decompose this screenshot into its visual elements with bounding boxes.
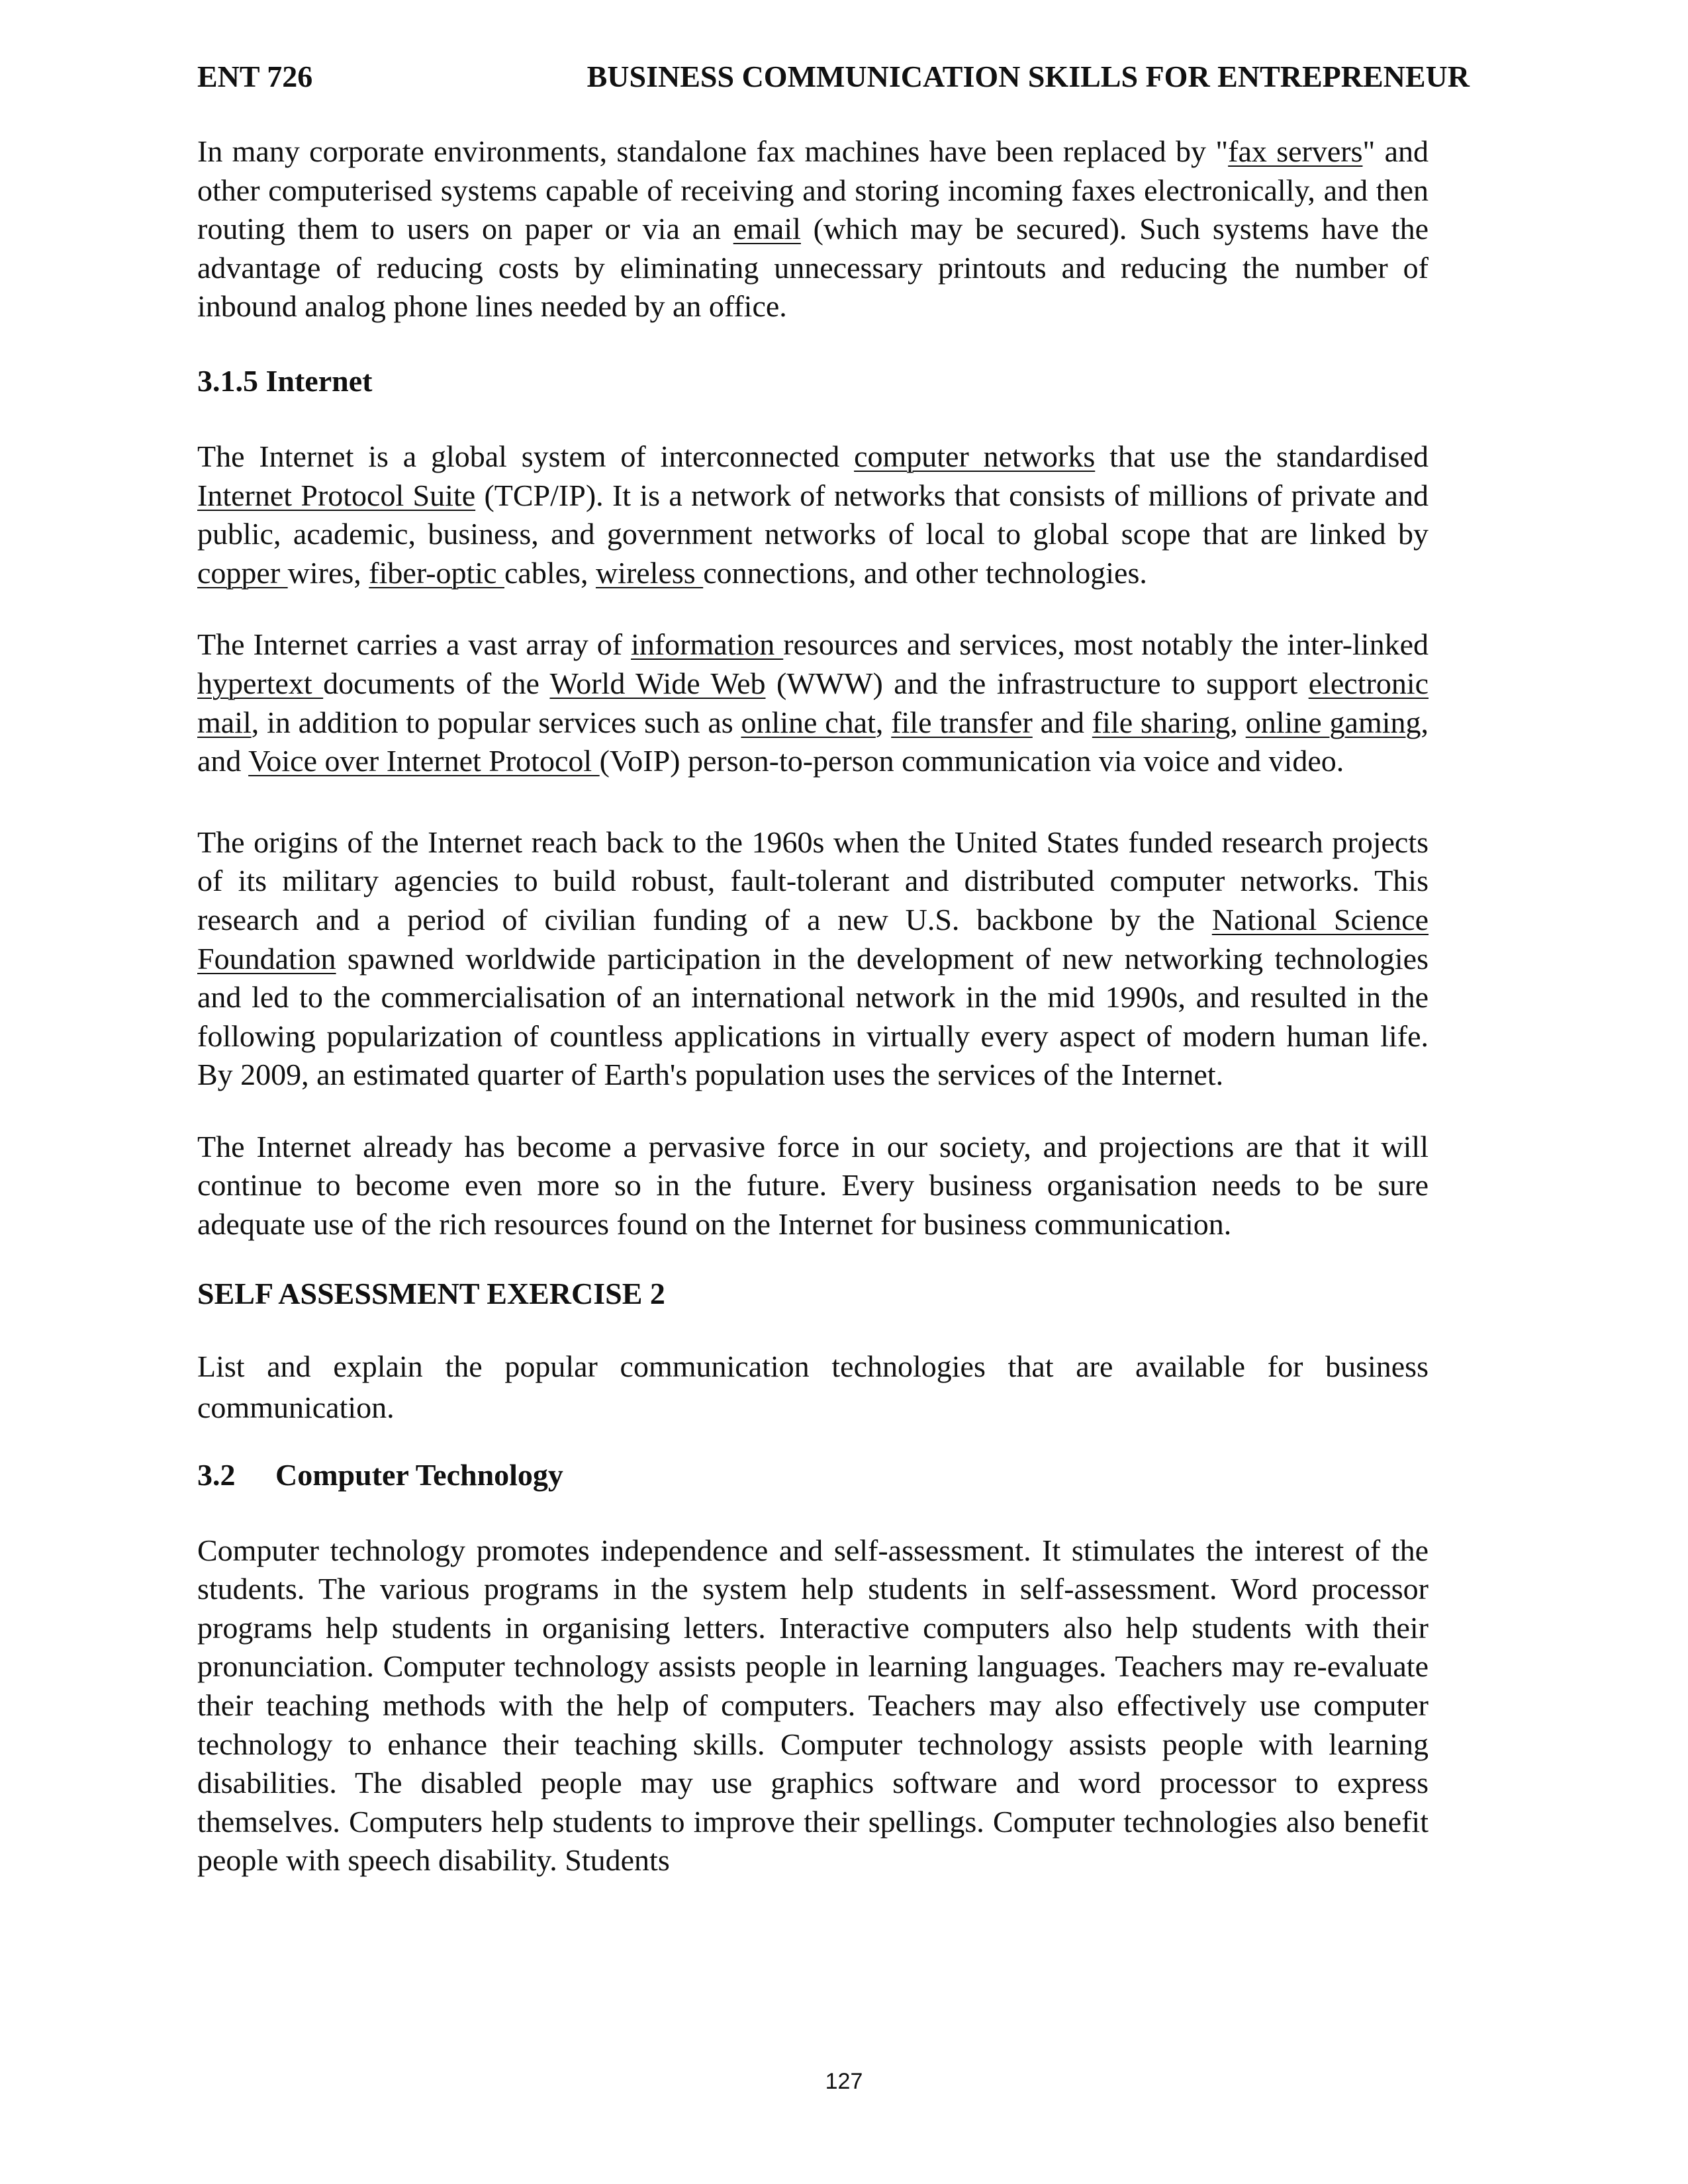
internet-paragraph-2 [197, 625, 1429, 780]
text-run: " and other computerised systems capable of receiving and storing incoming faxes electronically, and then routing them to users on paper or via an [197, 134, 1429, 246]
page-body [197, 132, 1429, 1880]
section-heading-computer-technology [197, 1456, 1429, 1494]
page-number: 127 [825, 2069, 863, 2094]
internet-paragraph-4: The Internet already has become a pervasive force in our society, and projections are that it will continue to become even more so in the future. Every business organisation needs to be sure adequate use of the rich resources found on the Internet for business communication. [197, 1129, 1429, 1242]
text-run: documents of the [323, 666, 550, 700]
link-fax-servers[interactable]: fax servers [1228, 134, 1363, 168]
internet-paragraph-1 [197, 437, 1429, 592]
text-run: and [1032, 705, 1092, 739]
text-run: (VoIP) person-to-person communication via voice and video. [599, 744, 1344, 778]
text-run: wires, [287, 555, 369, 590]
computer-technology-paragraph: Computer technology promotes independence and self-assessment. It stimulates the interest of the students. The various programs in the system help students in self-assessment. Word processor programs help students in organising letters. Interactive computers also help students with their pronunciation. Computer technology assists people in learning languages. Teachers may re-evaluate their teaching methods with the help of computers. Teachers may also effectively use computer technology to enhance their teaching skills. Computer technology assists people with learning disabilities. The disabled people may use graphics software and word processor to express themselves. Computers help students to improve their spellings. Computer technologies also benefit people with speech disability. Students [197, 1533, 1429, 1878]
text-run: (TCP/IP). It is a network of networks that consists of millions of private and public, academic, business, and government networks of local to global scope that are linked by [197, 478, 1429, 551]
text-run: , and [197, 705, 1429, 778]
text-run: spawned worldwide participation in the development of new networking technologies and led to the commercialisation of an international network in the mid 1990s, and resulted in the following popularization of countless applications in virtually every aspect of modern human life. By 2009, an estimated quarter of Earth's population uses the services of the Internet. [197, 941, 1429, 1092]
text-run: (which may be secured). Such systems have the advantage of reducing costs by eliminating unnecessary printouts and reducing the number of inbound analog phone lines needed by an office. [197, 212, 1429, 324]
text-run: connections, and other technologies. [703, 555, 1147, 590]
link-copper[interactable]: copper [197, 555, 288, 590]
text-run: cables, [504, 555, 596, 590]
running-header [197, 57, 1470, 97]
text-run: resources and services, most notably the inter-linked [783, 627, 1429, 662]
text-run: The Internet is a global system of interconnected [197, 439, 855, 473]
course-code: ENT 726 [197, 60, 313, 93]
internet-paragraph-3 [197, 823, 1429, 1095]
self-assessment-title: SELF ASSESSMENT EXERCISE 2 [197, 1276, 665, 1310]
link-voip[interactable]: Voice over Internet Protocol [248, 744, 600, 778]
text-run: In many corporate environments, standalone fax machines have been replaced by " [197, 134, 1229, 168]
section-title: Internet [265, 363, 373, 398]
link-email[interactable]: email [733, 212, 801, 246]
link-hypertext[interactable]: hypertext [197, 666, 324, 700]
link-computer-networks[interactable]: computer networks [854, 439, 1096, 473]
text-run: that use the standardised [1095, 439, 1429, 473]
text-run: , in addition to popular services such as [251, 705, 741, 739]
link-national-science-foundation[interactable]: National Science Foundation [197, 902, 1429, 976]
self-assessment-text: List and explain the popular communication technologies that are available for business communication. [197, 1349, 1429, 1424]
link-electronic-mail[interactable]: electronic mail [197, 666, 1429, 739]
section-number: 3.1.5 [197, 363, 258, 398]
fax-paragraph [197, 132, 1429, 326]
link-file-transfer[interactable]: file transfer [891, 705, 1033, 739]
link-wireless[interactable]: wireless [595, 555, 704, 590]
link-internet-protocol-suite[interactable]: Internet Protocol Suite [197, 478, 476, 512]
link-online-chat[interactable]: online chat [741, 705, 876, 739]
text-run: (WWW) and the infrastructure to support [765, 666, 1309, 700]
link-world-wide-web[interactable]: World Wide Web [549, 666, 766, 700]
section-title: Computer Technology [275, 1457, 563, 1492]
text-run: , [875, 705, 892, 739]
text-run: , [1230, 705, 1246, 739]
course-title: BUSINESS COMMUNICATION SKILLS FOR ENTREPRENEUR [586, 60, 1470, 93]
link-fiber-optic[interactable]: fiber-optic [369, 555, 505, 590]
text-run: The origins of the Internet reach back to the 1960s when the United States funded research projects of its military agencies to build robust, fault-tolerant and distributed computer networks. This research and a period of civilian funding of a new U.S. backbone by the [197, 825, 1429, 936]
link-online-gaming[interactable]: online gaming [1245, 705, 1421, 739]
link-information[interactable]: information [631, 627, 784, 662]
text-run: The Internet carries a vast array of [197, 627, 632, 662]
link-file-sharing[interactable]: file sharing [1092, 705, 1231, 739]
section-number: 3.2 [197, 1457, 236, 1492]
section-heading-internet [197, 362, 1429, 400]
